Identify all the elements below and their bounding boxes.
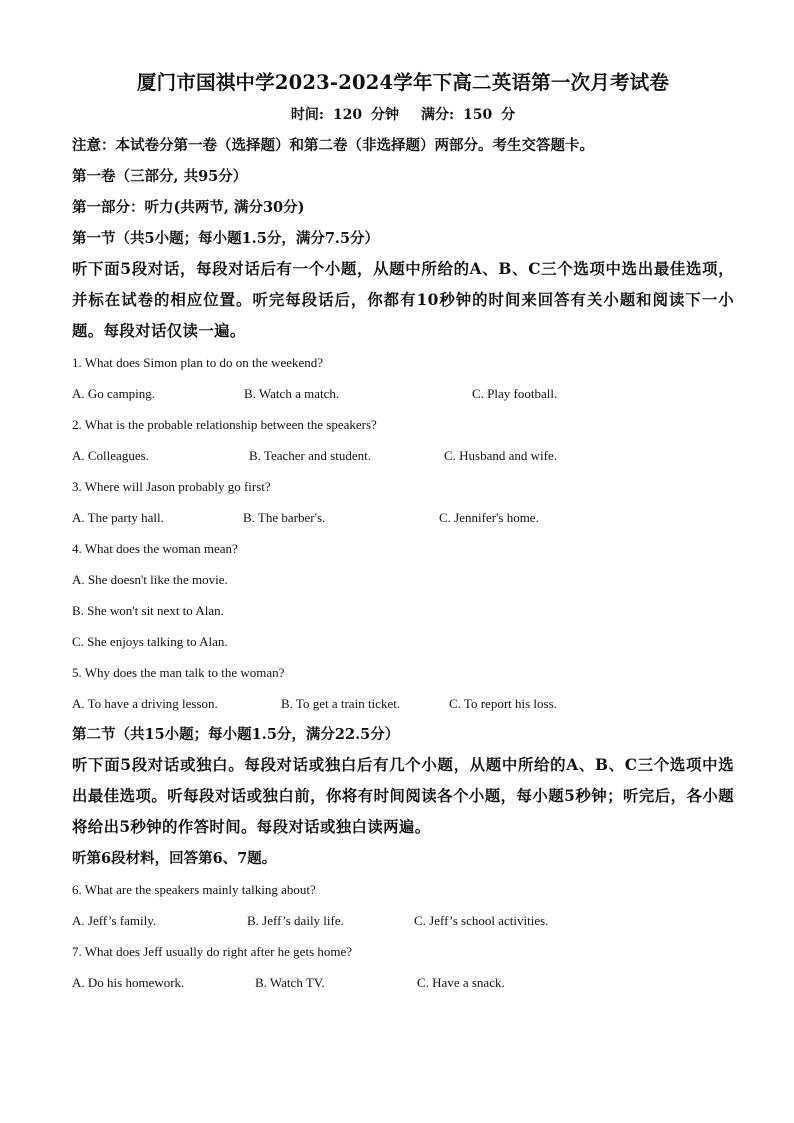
option-b: B. The barber's. <box>243 510 326 525</box>
question-2: 2. What is the probable relationship between the speakers? <box>72 417 377 432</box>
question-4-option-c <box>72 626 734 657</box>
exam-meta <box>72 100 734 130</box>
question-3: 3. Where will Jason probably go first? <box>72 479 271 494</box>
option-c: C. She enjoys talking to Alan. <box>72 634 228 649</box>
option-a: A. Colleagues. <box>72 448 149 463</box>
option-a: A. Jeff’s family. <box>72 913 157 928</box>
question-7: 7. What does Jeff usually do right after he gets home? <box>72 944 353 959</box>
section-two-instructions: 听下面5段对话或独白。每段对话或独白后有几个小题，从题中所给的A、B、C三个选项中选出最佳选项。听每段对话或独白前，你将有时间阅读各个小题，每小题5秒钟；听完后，各小题将给出5秒钟的作答时间。每段对话或独白读两遍。 <box>72 756 734 836</box>
question-4: 4. What does the woman mean? <box>72 541 238 556</box>
volume-one-heading: 第一卷（三部分, 共95分） <box>72 168 248 185</box>
question-7-options <box>72 967 734 998</box>
option-a: A. Do his homework. <box>72 975 185 990</box>
option-a: A. The party hall. <box>72 510 164 525</box>
question-6-options <box>72 905 734 936</box>
section-one-instructions: 听下面5段对话，每段对话后有一个小题，从题中所给的A、B、C三个选项中选出最佳选项，并标在试卷的相应位置。听完每段话后，你都有10秒钟的时间来回答有关小题和阅读下一小题。每段对话仅读一遍。 <box>72 260 734 340</box>
question-4-option-b <box>72 595 734 626</box>
option-b: B. She won't sit next to Alan. <box>72 603 224 618</box>
option-b: B. Watch TV. <box>255 975 325 990</box>
exam-title: 厦门市国祺中学2023-2024学年下高二英语第一次月考试卷 <box>136 71 670 94</box>
question-6: 6. What are the speakers mainly talking about? <box>72 882 316 897</box>
option-c: C. Husband and wife. <box>444 448 558 463</box>
part-one-heading: 第一部分：听力(共两节, 满分30分) <box>72 199 305 216</box>
option-b: B. Jeff’s daily life. <box>247 913 344 928</box>
option-b: B. Watch a match. <box>244 386 340 401</box>
section-two-heading: 第二节（共15小题；每小题1.5分，满分22.5分） <box>72 726 400 743</box>
question-1-options <box>72 378 734 409</box>
question-5: 5. Why does the man talk to the woman? <box>72 665 285 680</box>
option-b: B. Teacher and student. <box>249 448 371 463</box>
option-a: A. She doesn't like the movie. <box>72 572 228 587</box>
option-a: A. To have a driving lesson. <box>72 696 218 711</box>
section-one-heading: 第一节（共5小题；每小题1.5分，满分7.5分） <box>72 230 380 247</box>
option-c: C. Play football. <box>472 386 558 401</box>
question-1: 1. What does Simon plan to do on the weekend? <box>72 355 324 370</box>
question-4-option-a <box>72 564 734 595</box>
option-c: C. Jeff’s school activities. <box>414 913 549 928</box>
material-six-heading: 听第6段材料，回答第6、7题。 <box>72 850 277 867</box>
full-score: 满分: 150 分 <box>421 107 516 123</box>
question-2-options <box>72 440 734 471</box>
option-c: C. To report his loss. <box>449 696 557 711</box>
question-3-options <box>72 502 734 533</box>
time-limit: 时间: 120 分钟 <box>290 107 399 123</box>
option-a: A. Go camping. <box>72 386 156 401</box>
option-c: C. Jennifer's home. <box>439 510 539 525</box>
option-b: B. To get a train ticket. <box>281 696 401 711</box>
notice-text: 注意：本试卷分第一卷（选择题）和第二卷（非选择题）两部分。考生交答题卡。 <box>72 137 594 154</box>
question-5-options <box>72 688 734 719</box>
option-c: C. Have a snack. <box>417 975 505 990</box>
